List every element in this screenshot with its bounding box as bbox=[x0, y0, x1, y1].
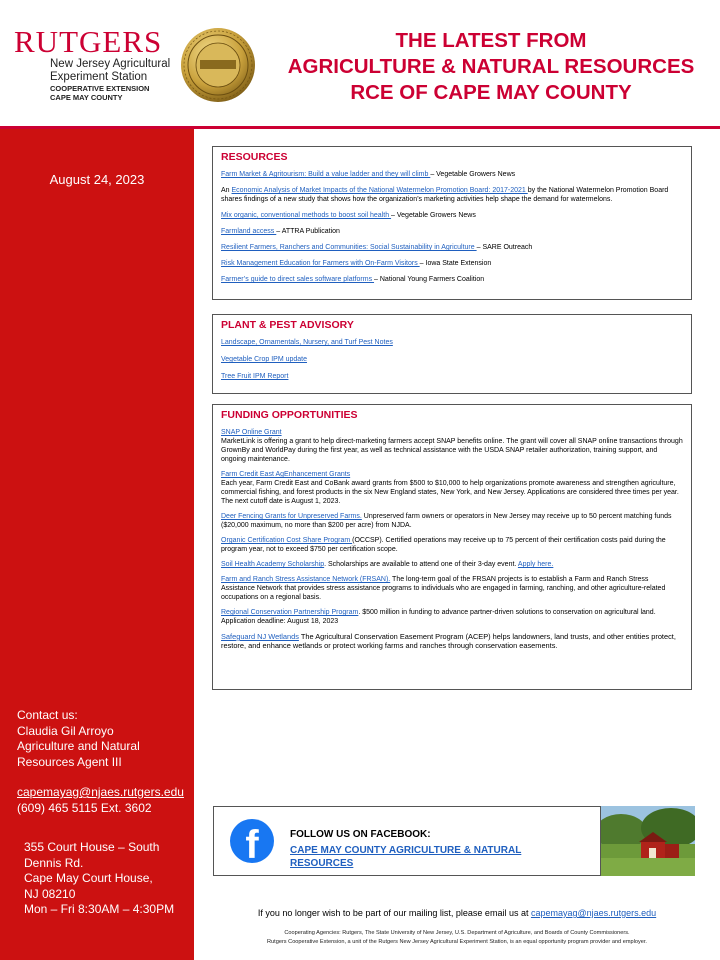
resource-description: by the National Watermelon Promotion Board shares findings of a new study that shows how the organization’s marketing activities help shape the demand for watermelons. bbox=[221, 187, 669, 203]
resource-link[interactable]: Farmer’s guide to direct sales software platforms bbox=[221, 276, 375, 283]
funding-link[interactable]: Safeguard NJ Wetlands bbox=[221, 632, 299, 641]
unsubscribe-email-link[interactable]: capemayag@njaes.rutgers.edu bbox=[530, 908, 657, 918]
funding-description: MarketLink is offering a grant to help direct-marketing farmers accept SNAP benefits online. The grant will cover all SNAP online transactions through GrownBy and WorldPay during the first year, as well as technical assistance with the USDA SNAP retailer authorization, training support, and ongoing maintenance. bbox=[221, 438, 683, 463]
resource-item bbox=[221, 259, 683, 268]
resource-item bbox=[221, 227, 683, 236]
funding-section bbox=[212, 404, 692, 690]
resource-source: – Vegetable Growers News bbox=[430, 171, 516, 178]
resource-link[interactable]: Farm Market & Agritourism: Build a value ladder and they will climb bbox=[221, 171, 431, 178]
address-block bbox=[24, 840, 174, 918]
contact-block bbox=[17, 708, 184, 816]
facebook-title: FOLLOW US ON FACEBOOK: bbox=[290, 829, 431, 840]
funding-description: Unpreserved farm owners or operators in New Jersey may receive up to 50 percent matching funds ($20,000 maximum, no more than $200 per acre) from NJDA. bbox=[221, 513, 672, 529]
contact-email-link[interactable]: capemayag@njaes.rutgers.edu bbox=[17, 785, 184, 799]
funding-item bbox=[221, 512, 683, 530]
funding-link[interactable]: Farm Credit East AgEnhancement Grants bbox=[221, 471, 351, 478]
resource-source: – ATTRA Publication bbox=[276, 228, 340, 235]
resources-heading: RESOURCES bbox=[221, 151, 288, 163]
address-line: Cape May Court House, bbox=[24, 871, 153, 885]
address-line: Dennis Rd. bbox=[24, 855, 84, 870]
resource-item bbox=[221, 243, 683, 252]
resource-link[interactable]: Risk Management Education for Farmers with On-Farm Visitors bbox=[221, 260, 420, 267]
funding-description: The long-term goal of the FRSAN projects is to establish a Farm and Ranch Stress Assistance Network that provides stress assistance programs to individuals who are engaged in farming, ranching, and other agriculture-related occupations on a regional basis. bbox=[221, 576, 666, 601]
funding-item bbox=[221, 575, 683, 602]
unsubscribe-text: If you no longer wish to be part of our mailing list, please email us at bbox=[257, 908, 531, 918]
issue-date: August 24, 2023 bbox=[49, 172, 145, 187]
pest-link[interactable]: Vegetable Crop IPM update bbox=[221, 356, 308, 363]
funding-description: . $500 million in funding to advance partner-driven solutions to conservation on agricultural land. Application deadline: August 18, 2023 bbox=[221, 609, 656, 625]
funding-description: The Agricultural Conservation Easement Program (ACEP) helps landowners, land trusts, and other entities protect, restore, and enhance wetlands or protect working farms and ranches through conservation easements. bbox=[221, 632, 676, 650]
farm-barn-photo bbox=[601, 806, 695, 876]
pest-heading: PLANT & PEST ADVISORY bbox=[221, 319, 354, 331]
office-hours: Mon – Fri 8:30AM – 4:30PM bbox=[24, 902, 175, 916]
contact-heading: Contact us: bbox=[17, 708, 78, 722]
resource-source: – Vegetable Growers News bbox=[391, 212, 476, 219]
pest-advisory-section bbox=[212, 314, 692, 394]
header bbox=[0, 0, 720, 126]
funding-link[interactable]: Deer Fencing Grants for Unpreserved Farms. bbox=[221, 513, 362, 520]
pest-item bbox=[221, 355, 683, 364]
resource-source: – Iowa State Extension bbox=[419, 260, 492, 267]
coop-line-2: Rutgers Cooperative Extension, a unit of the Rutgers New Jersey Agricultural Experiment Station, is an equal opportunity program provider and employer. bbox=[267, 939, 647, 945]
title-line-2: AGRICULTURE & NATURAL RESOURCES bbox=[287, 55, 695, 78]
resource-item bbox=[221, 186, 683, 204]
address-line: NJ 08210 bbox=[24, 886, 76, 901]
pest-link[interactable]: Tree Fruit IPM Report bbox=[221, 373, 289, 380]
funding-link[interactable]: Farm and Ranch Stress Assistance Network (FRSAN). bbox=[221, 576, 391, 583]
funding-item bbox=[221, 470, 683, 506]
rutgers-logo bbox=[14, 26, 174, 102]
resource-link[interactable]: Resilient Farmers, Ranchers and Communities: Social Sustainability in Agriculture bbox=[221, 244, 477, 251]
contact-name: Claudia Gil Arroyo bbox=[17, 723, 114, 738]
logo-line-1: New Jersey Agricultural bbox=[50, 58, 171, 70]
funding-link[interactable]: Regional Conservation Partnership Program bbox=[221, 609, 359, 616]
funding-item bbox=[221, 428, 683, 464]
resource-item bbox=[221, 211, 683, 220]
newsletter-title bbox=[268, 28, 714, 106]
sidebar bbox=[0, 129, 194, 960]
apply-here-link[interactable]: Apply here. bbox=[517, 561, 554, 568]
facebook-page-link[interactable]: CAPE MAY COUNTY AGRICULTURE & NATURAL RESOURCES bbox=[290, 845, 522, 869]
funding-link[interactable]: Soil Health Academy Scholarship bbox=[221, 561, 325, 568]
resources-section bbox=[212, 146, 692, 300]
facebook-icon[interactable]: f bbox=[230, 819, 274, 863]
contact-phone: (609) 465 5115 Ext. 3602 bbox=[17, 800, 152, 815]
title-line-1: THE LATEST FROM bbox=[395, 29, 587, 52]
pest-item bbox=[221, 372, 683, 381]
resource-link[interactable]: Economic Analysis of Market Impacts of the National Watermelon Promotion Board: 2017-2021 bbox=[231, 187, 528, 194]
funding-description: (OCCSP). Certified operations may receive up to 75 percent of their certification costs paid during the program year, not to exceed $750 per certification scope. bbox=[221, 537, 666, 553]
resource-item bbox=[221, 275, 683, 284]
unsubscribe-notice bbox=[194, 908, 720, 918]
logo-wordmark: RUTGERS bbox=[14, 24, 163, 59]
funding-item bbox=[221, 560, 683, 569]
pest-item bbox=[221, 338, 683, 347]
funding-link[interactable]: Organic Certification Cost Share Program bbox=[221, 537, 353, 544]
coop-line-1: Cooperating Agencies: Rutgers, The State University of New Jersey, U.S. Department of Agriculture, and Boards of County Commissioners. bbox=[284, 930, 630, 936]
facebook-box bbox=[213, 806, 601, 876]
funding-item bbox=[221, 632, 683, 650]
resource-prefix: An bbox=[221, 187, 232, 194]
logo-sub-2: CAPE MAY COUNTY bbox=[50, 93, 123, 102]
logo-line-2: Experiment Station bbox=[50, 71, 148, 83]
funding-link[interactable]: SNAP Online Grant bbox=[221, 429, 282, 436]
address-line: 355 Court House – South bbox=[24, 840, 160, 854]
logo-sub-1: COOPERATIVE EXTENSION bbox=[50, 84, 150, 93]
resource-source: – SARE Outreach bbox=[476, 244, 533, 251]
funding-description: . Scholarships are available to attend one of their 3-day event. bbox=[324, 561, 518, 568]
title-line-3: RCE OF CAPE MAY COUNTY bbox=[350, 81, 632, 104]
county-seal-icon bbox=[180, 27, 256, 103]
resource-source: – National Young Farmers Coalition bbox=[374, 276, 485, 283]
funding-item bbox=[221, 608, 683, 626]
funding-item bbox=[221, 536, 683, 554]
contact-role-1: Agriculture and Natural bbox=[17, 739, 140, 753]
resource-item bbox=[221, 170, 683, 179]
resource-link[interactable]: Farmland access bbox=[221, 228, 277, 235]
resource-link[interactable]: Mix organic, conventional methods to boost soil health bbox=[221, 212, 392, 219]
cooperating-agencies bbox=[194, 929, 720, 947]
contact-role-2: Resources Agent III bbox=[17, 754, 122, 769]
pest-link[interactable]: Landscape, Ornamentals, Nursery, and Turf Pest Notes bbox=[221, 339, 393, 346]
funding-heading: FUNDING OPPORTUNITIES bbox=[221, 409, 358, 421]
funding-description: Each year, Farm Credit East and CoBank award grants from $500 to $10,000 to help organizations promote awareness and strengthen agriculture, commercial fishing, and forest products in the six New England states, New York, and New Jersey. Applications are considered three times per year. The next cutoff date is August 1, 2023. bbox=[221, 480, 679, 505]
